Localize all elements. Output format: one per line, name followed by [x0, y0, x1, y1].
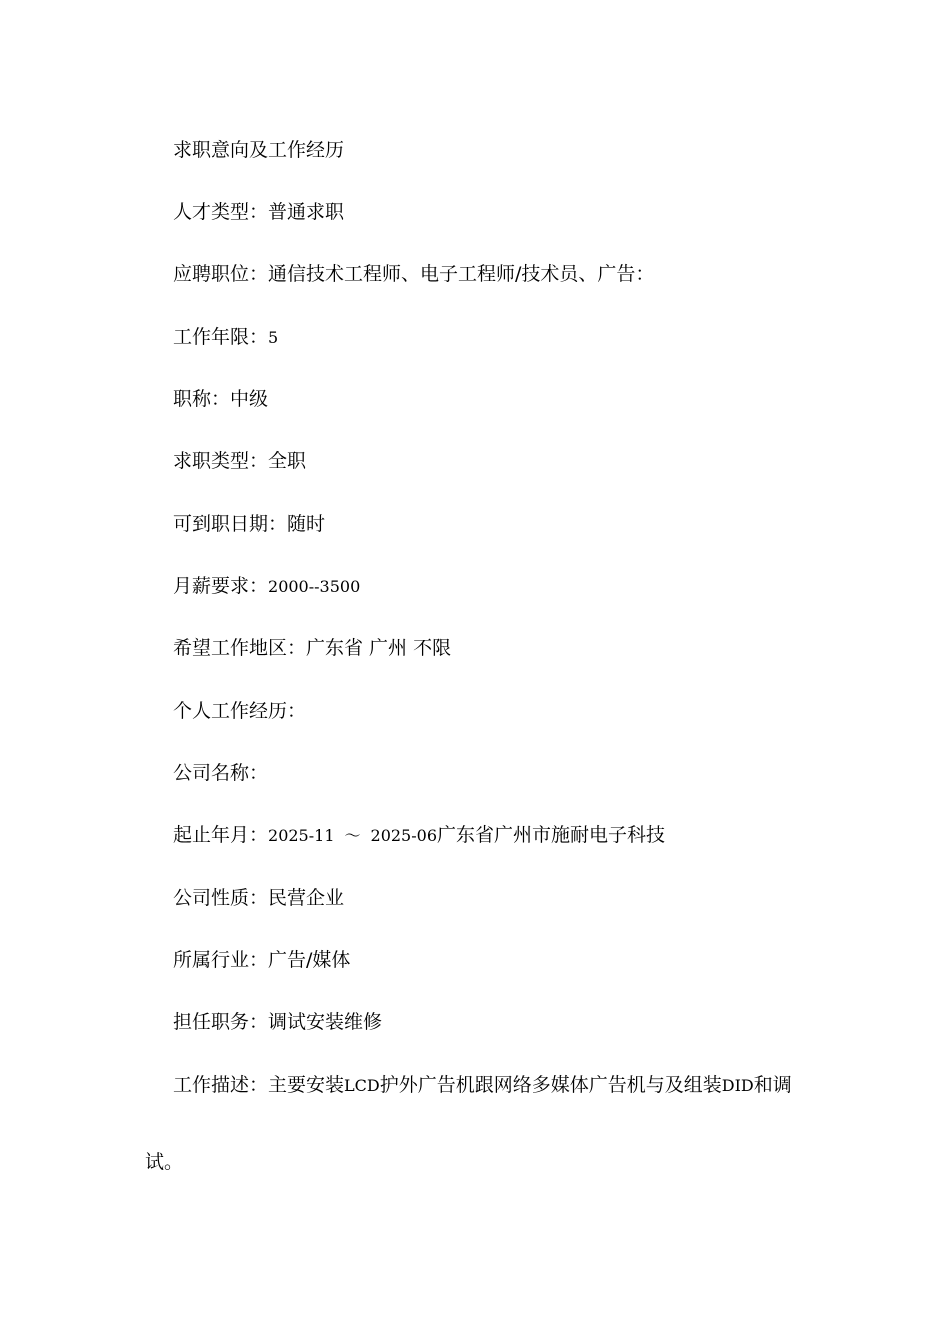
title-rank-label: 职称：	[173, 388, 231, 410]
industry-label: 所属行业：	[173, 949, 269, 971]
years-label: 工作年限：	[173, 326, 269, 348]
company-nature-value: 民营企业	[268, 887, 345, 909]
period-end: 2025-06	[370, 826, 437, 845]
years-row	[173, 324, 278, 351]
section-title: 求职意向及工作经历	[173, 139, 345, 161]
period-start: 2025-11	[268, 826, 335, 845]
industry-value: 广告/媒体	[268, 949, 351, 971]
location-value: 广东省 广州 不限	[306, 637, 452, 659]
job-type-row	[173, 448, 306, 474]
period-label: 起止年月：	[173, 824, 269, 846]
description-label: 工作描述：	[173, 1074, 269, 1096]
position-row	[173, 261, 654, 287]
job-type-value: 全职	[268, 450, 307, 472]
company-nature-row	[173, 885, 344, 911]
period-row	[173, 822, 665, 849]
talent-type-row	[173, 199, 344, 225]
description-lcd: LCD	[344, 1076, 380, 1095]
years-value: 5	[268, 328, 279, 347]
position-value: 通信技术工程师、电子工程师/技术员、广告：	[268, 263, 655, 285]
period-separator	[335, 826, 371, 845]
description-did: DID	[721, 1076, 754, 1095]
company-name-row	[173, 760, 268, 786]
industry-row	[173, 947, 350, 973]
company-name-label: 公司名称：	[173, 762, 269, 784]
description-row	[173, 1072, 792, 1099]
duty-label: 担任职务：	[173, 1011, 269, 1033]
description-part1: 主要安装	[268, 1074, 345, 1096]
experience-header: 个人工作经历：	[173, 700, 307, 722]
available-label: 可到职日期：	[173, 513, 288, 535]
description-continuation: 试。	[145, 1151, 184, 1173]
title-rank-row	[173, 386, 268, 412]
available-value: 随时	[287, 513, 326, 535]
duty-value: 调试安装维修	[268, 1011, 383, 1033]
salary-label: 月薪要求：	[173, 575, 269, 597]
period-company: 广东省广州市施耐电子科技	[437, 824, 666, 846]
talent-type-label: 人才类型：	[173, 201, 269, 223]
location-row	[173, 635, 451, 661]
position-label: 应聘职位：	[173, 263, 269, 285]
description-part2: 护外广告机跟网络多媒体广告机与及组装	[379, 1074, 722, 1096]
salary-value: 2000--3500	[268, 577, 361, 596]
duty-row	[173, 1009, 382, 1035]
talent-type-value: 普通求职	[268, 201, 345, 223]
description-part3: 和调	[753, 1074, 792, 1096]
company-nature-label: 公司性质：	[173, 887, 269, 909]
job-type-label: 求职类型：	[173, 450, 269, 472]
period-separator-glyph: ～	[344, 826, 361, 845]
available-row	[173, 511, 325, 537]
salary-row	[173, 573, 360, 600]
location-label: 希望工作地区：	[173, 637, 307, 659]
title-rank-value: 中级	[230, 388, 269, 410]
